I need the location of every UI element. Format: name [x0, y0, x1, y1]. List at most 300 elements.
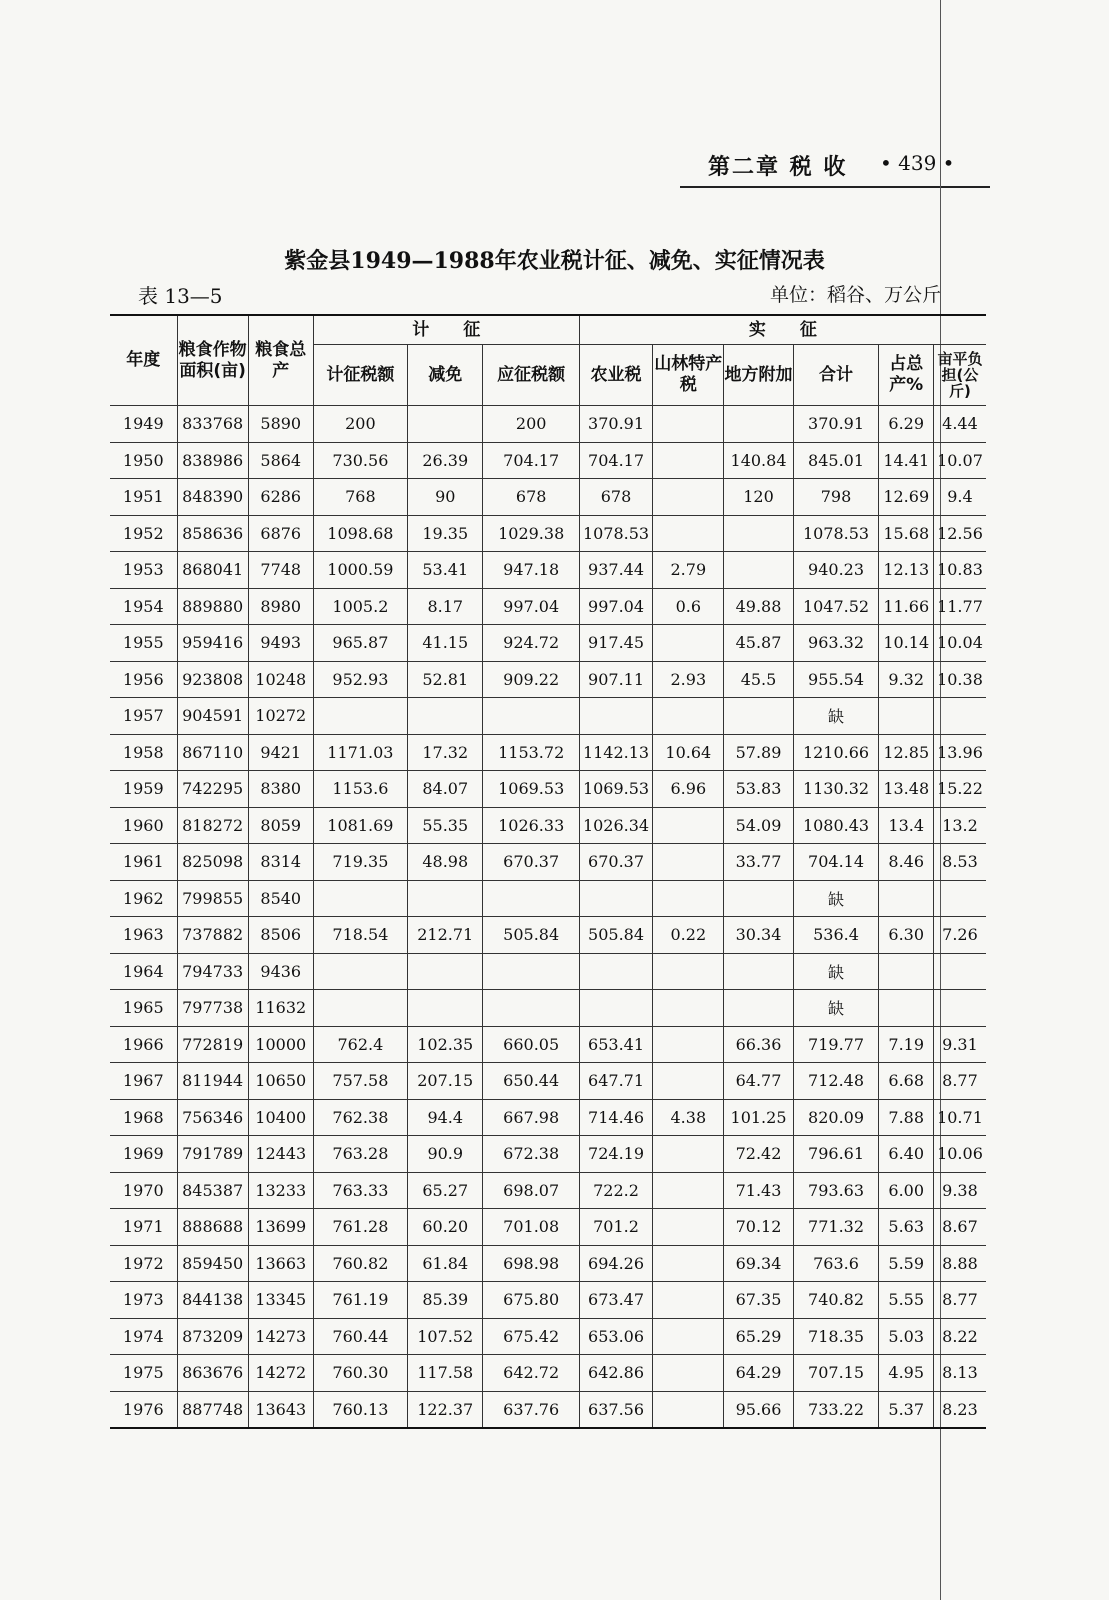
cell-forest [653, 515, 724, 552]
cell-total: 798 [793, 479, 879, 516]
cell-permu: 12.56 [933, 515, 986, 552]
table-row [110, 990, 986, 1027]
cell-levy: 760.13 [313, 1391, 407, 1428]
cell-due [483, 990, 579, 1027]
cell-pct: 11.66 [879, 588, 933, 625]
cell-local: 54.09 [724, 807, 793, 844]
cell-relief: 84.07 [408, 771, 483, 808]
table-row [110, 917, 986, 954]
cell-due: 675.42 [483, 1318, 579, 1355]
col-levy-amount: 计征税额 [313, 345, 407, 406]
cell-permu [933, 880, 986, 917]
table-row [110, 1136, 986, 1173]
cell-local [724, 698, 793, 735]
table-row [110, 588, 986, 625]
cell-forest [653, 698, 724, 735]
cell-agri: 670.37 [579, 844, 652, 881]
table-row [110, 1209, 986, 1246]
cell-area: 959416 [177, 625, 248, 662]
cell-permu: 15.22 [933, 771, 986, 808]
cell-levy: 763.33 [313, 1172, 407, 1209]
cell-forest [653, 1209, 724, 1246]
cell-total: 712.48 [793, 1063, 879, 1100]
cell-due: 678 [483, 479, 579, 516]
cell-levy: 760.82 [313, 1245, 407, 1282]
table-row [110, 625, 986, 662]
cell-total: 1047.52 [793, 588, 879, 625]
cell-permu: 8.22 [933, 1318, 986, 1355]
cell-permu: 13.96 [933, 734, 986, 771]
cell-pct: 12.13 [879, 552, 933, 589]
cell-year: 1951 [110, 479, 177, 516]
cell-due: 698.07 [483, 1172, 579, 1209]
cell-area: 845387 [177, 1172, 248, 1209]
cell-area: 799855 [177, 880, 248, 917]
cell-local: 45.5 [724, 661, 793, 698]
cell-year: 1952 [110, 515, 177, 552]
cell-area: 838986 [177, 442, 248, 479]
cell-agri: 642.86 [579, 1355, 652, 1392]
table-row [110, 1026, 986, 1063]
cell-total: 707.15 [793, 1355, 879, 1392]
cell-agri: 722.2 [579, 1172, 652, 1209]
cell-levy [313, 698, 407, 735]
cell-year: 1968 [110, 1099, 177, 1136]
table-row [110, 1355, 986, 1392]
cell-due: 660.05 [483, 1026, 579, 1063]
cell-relief: 41.15 [408, 625, 483, 662]
cell-pct: 6.68 [879, 1063, 933, 1100]
cell-local: 140.84 [724, 442, 793, 479]
cell-output: 8980 [248, 588, 313, 625]
table-row [110, 552, 986, 589]
cell-forest [653, 406, 724, 443]
cell-agri [579, 990, 652, 1027]
cell-due: 1029.38 [483, 515, 579, 552]
cell-output: 10000 [248, 1026, 313, 1063]
cell-forest: 6.96 [653, 771, 724, 808]
cell-area: 844138 [177, 1282, 248, 1319]
cell-relief: 26.39 [408, 442, 483, 479]
cell-permu: 10.06 [933, 1136, 986, 1173]
cell-levy: 760.30 [313, 1355, 407, 1392]
cell-relief: 107.52 [408, 1318, 483, 1355]
cell-pct: 14.41 [879, 442, 933, 479]
cell-pct: 13.4 [879, 807, 933, 844]
cell-output: 10248 [248, 661, 313, 698]
cell-relief [408, 406, 483, 443]
cell-output: 13699 [248, 1209, 313, 1246]
cell-levy: 719.35 [313, 844, 407, 881]
cell-area: 797738 [177, 990, 248, 1027]
cell-forest [653, 1318, 724, 1355]
cell-relief: 90 [408, 479, 483, 516]
cell-area: 888688 [177, 1209, 248, 1246]
cell-due: 1153.72 [483, 734, 579, 771]
cell-year: 1964 [110, 953, 177, 990]
cell-total: 缺 [793, 990, 879, 1027]
cell-levy: 952.93 [313, 661, 407, 698]
cell-pct: 7.19 [879, 1026, 933, 1063]
cell-pct: 5.03 [879, 1318, 933, 1355]
cell-due: 997.04 [483, 588, 579, 625]
cell-area: 772819 [177, 1026, 248, 1063]
cell-due: 200 [483, 406, 579, 443]
group-actual: 实 征 [579, 315, 986, 345]
cell-local [724, 880, 793, 917]
cell-output: 8540 [248, 880, 313, 917]
cell-relief: 61.84 [408, 1245, 483, 1282]
cell-area: 848390 [177, 479, 248, 516]
cell-pct: 13.48 [879, 771, 933, 808]
cell-due: 1069.53 [483, 771, 579, 808]
table-row [110, 515, 986, 552]
header-rule [680, 186, 990, 188]
cell-year: 1976 [110, 1391, 177, 1428]
cell-area: 859450 [177, 1245, 248, 1282]
cell-relief: 55.35 [408, 807, 483, 844]
cell-area: 863676 [177, 1355, 248, 1392]
cell-forest [653, 1282, 724, 1319]
cell-pct: 5.37 [879, 1391, 933, 1428]
cell-area: 791789 [177, 1136, 248, 1173]
cell-relief: 102.35 [408, 1026, 483, 1063]
cell-due: 650.44 [483, 1063, 579, 1100]
cell-levy: 1153.6 [313, 771, 407, 808]
cell-area: 868041 [177, 552, 248, 589]
cell-local: 57.89 [724, 734, 793, 771]
cell-output: 8059 [248, 807, 313, 844]
cell-year: 1957 [110, 698, 177, 735]
cell-relief: 53.41 [408, 552, 483, 589]
cell-output: 14272 [248, 1355, 313, 1392]
cell-year: 1974 [110, 1318, 177, 1355]
cell-area: 833768 [177, 406, 248, 443]
cell-total: 缺 [793, 953, 879, 990]
cell-local: 49.88 [724, 588, 793, 625]
cell-output: 5864 [248, 442, 313, 479]
cell-total: 796.61 [793, 1136, 879, 1173]
cell-area: 825098 [177, 844, 248, 881]
cell-permu: 9.4 [933, 479, 986, 516]
cell-total: 719.77 [793, 1026, 879, 1063]
cell-local [724, 406, 793, 443]
cell-levy: 761.19 [313, 1282, 407, 1319]
cell-output: 14273 [248, 1318, 313, 1355]
cell-levy: 760.44 [313, 1318, 407, 1355]
cell-local: 120 [724, 479, 793, 516]
cell-due [483, 953, 579, 990]
cell-local: 53.83 [724, 771, 793, 808]
cell-permu: 9.38 [933, 1172, 986, 1209]
cell-levy: 1081.69 [313, 807, 407, 844]
table-row [110, 953, 986, 990]
cell-relief [408, 698, 483, 735]
cell-local: 66.36 [724, 1026, 793, 1063]
cell-area: 858636 [177, 515, 248, 552]
cell-year: 1961 [110, 844, 177, 881]
cell-year: 1971 [110, 1209, 177, 1246]
cell-year: 1963 [110, 917, 177, 954]
cell-forest [653, 1136, 724, 1173]
table-row [110, 1063, 986, 1100]
cell-year: 1950 [110, 442, 177, 479]
table-row [110, 479, 986, 516]
chapter-title: 第二章 税 收 [708, 154, 848, 180]
cell-year: 1965 [110, 990, 177, 1027]
cell-output: 10650 [248, 1063, 313, 1100]
cell-permu: 8.88 [933, 1245, 986, 1282]
cell-local: 33.77 [724, 844, 793, 881]
cell-due [483, 698, 579, 735]
cell-total: 缺 [793, 880, 879, 917]
cell-permu: 10.04 [933, 625, 986, 662]
cell-levy: 761.28 [313, 1209, 407, 1246]
cell-permu [933, 990, 986, 1027]
cell-due: 675.80 [483, 1282, 579, 1319]
cell-due: 637.76 [483, 1391, 579, 1428]
cell-relief [408, 880, 483, 917]
cell-permu: 8.53 [933, 844, 986, 881]
cell-forest: 10.64 [653, 734, 724, 771]
cell-year: 1975 [110, 1355, 177, 1392]
cell-pct: 8.46 [879, 844, 933, 881]
cell-area: 887748 [177, 1391, 248, 1428]
cell-agri: 637.56 [579, 1391, 652, 1428]
cell-permu: 11.77 [933, 588, 986, 625]
cell-levy [313, 990, 407, 1027]
cell-relief [408, 953, 483, 990]
cell-permu: 8.13 [933, 1355, 986, 1392]
cell-local [724, 990, 793, 1027]
cell-pct: 4.95 [879, 1355, 933, 1392]
table-row [110, 734, 986, 771]
table-row [110, 406, 986, 443]
cell-local: 64.29 [724, 1355, 793, 1392]
cell-agri: 917.45 [579, 625, 652, 662]
cell-total: 1210.66 [793, 734, 879, 771]
table-row [110, 661, 986, 698]
cell-due [483, 880, 579, 917]
cell-area: 756346 [177, 1099, 248, 1136]
cell-local: 65.29 [724, 1318, 793, 1355]
col-per-mu: 亩平负担(公斤) [933, 345, 986, 406]
cell-local [724, 953, 793, 990]
cell-agri: 673.47 [579, 1282, 652, 1319]
cell-levy: 718.54 [313, 917, 407, 954]
group-levy: 计 征 [313, 315, 579, 345]
cell-total: 820.09 [793, 1099, 879, 1136]
table-row [110, 1318, 986, 1355]
cell-total: 955.54 [793, 661, 879, 698]
cell-relief: 52.81 [408, 661, 483, 698]
cell-relief: 8.17 [408, 588, 483, 625]
cell-permu: 8.23 [933, 1391, 986, 1428]
cell-forest: 2.79 [653, 552, 724, 589]
cell-forest [653, 479, 724, 516]
cell-total: 963.32 [793, 625, 879, 662]
cell-levy: 1000.59 [313, 552, 407, 589]
cell-local: 71.43 [724, 1172, 793, 1209]
cell-output: 13345 [248, 1282, 313, 1319]
cell-total: 1080.43 [793, 807, 879, 844]
cell-pct [879, 990, 933, 1027]
cell-output: 9436 [248, 953, 313, 990]
cell-area: 889880 [177, 588, 248, 625]
cell-permu: 8.77 [933, 1063, 986, 1100]
cell-pct: 5.55 [879, 1282, 933, 1319]
cell-area: 742295 [177, 771, 248, 808]
cell-forest [653, 1245, 724, 1282]
cell-levy: 200 [313, 406, 407, 443]
cell-local [724, 552, 793, 589]
cell-forest [653, 625, 724, 662]
cell-total: 1078.53 [793, 515, 879, 552]
col-agri-tax: 农业税 [579, 345, 652, 406]
cell-pct: 10.14 [879, 625, 933, 662]
table-number: 表 13—5 [138, 284, 223, 308]
col-total: 合计 [793, 345, 879, 406]
cell-agri [579, 880, 652, 917]
cell-relief: 60.20 [408, 1209, 483, 1246]
cell-permu: 8.77 [933, 1282, 986, 1319]
cell-total: 793.63 [793, 1172, 879, 1209]
cell-year: 1960 [110, 807, 177, 844]
tax-table [110, 314, 986, 1429]
cell-local: 69.34 [724, 1245, 793, 1282]
cell-agri [579, 953, 652, 990]
cell-pct: 12.85 [879, 734, 933, 771]
cell-forest [653, 1063, 724, 1100]
cell-year: 1962 [110, 880, 177, 917]
col-pct: 占总产% [879, 345, 933, 406]
cell-total: 缺 [793, 698, 879, 735]
cell-year: 1970 [110, 1172, 177, 1209]
col-relief: 减免 [408, 345, 483, 406]
cell-area: 818272 [177, 807, 248, 844]
cell-agri: 1069.53 [579, 771, 652, 808]
cell-agri: 714.46 [579, 1099, 652, 1136]
cell-permu: 7.26 [933, 917, 986, 954]
cell-output: 11632 [248, 990, 313, 1027]
cell-year: 1949 [110, 406, 177, 443]
cell-output: 8314 [248, 844, 313, 881]
cell-forest [653, 990, 724, 1027]
cell-area: 873209 [177, 1318, 248, 1355]
col-forest-tax: 山林特产税 [653, 345, 724, 406]
cell-year: 1958 [110, 734, 177, 771]
cell-total: 740.82 [793, 1282, 879, 1319]
cell-relief [408, 990, 483, 1027]
cell-year: 1967 [110, 1063, 177, 1100]
cell-agri: 653.06 [579, 1318, 652, 1355]
table-row [110, 1099, 986, 1136]
cell-pct: 6.00 [879, 1172, 933, 1209]
col-output: 粮食总产 [248, 315, 313, 406]
cell-due: 505.84 [483, 917, 579, 954]
cell-pct: 12.69 [879, 479, 933, 516]
cell-local: 67.35 [724, 1282, 793, 1319]
cell-agri: 647.71 [579, 1063, 652, 1100]
cell-levy: 757.58 [313, 1063, 407, 1100]
cell-total: 1130.32 [793, 771, 879, 808]
cell-forest [653, 1355, 724, 1392]
cell-permu: 10.38 [933, 661, 986, 698]
table-row [110, 1245, 986, 1282]
cell-permu: 4.44 [933, 406, 986, 443]
cell-agri: 907.11 [579, 661, 652, 698]
cell-pct: 6.40 [879, 1136, 933, 1173]
cell-forest [653, 953, 724, 990]
cell-agri: 724.19 [579, 1136, 652, 1173]
cell-relief: 85.39 [408, 1282, 483, 1319]
cell-due: 698.98 [483, 1245, 579, 1282]
cell-area: 811944 [177, 1063, 248, 1100]
cell-pct: 9.32 [879, 661, 933, 698]
cell-due: 947.18 [483, 552, 579, 589]
cell-agri: 704.17 [579, 442, 652, 479]
cell-permu [933, 953, 986, 990]
cell-due: 670.37 [483, 844, 579, 881]
cell-local: 45.87 [724, 625, 793, 662]
cell-due: 667.98 [483, 1099, 579, 1136]
cell-levy: 763.28 [313, 1136, 407, 1173]
cell-permu: 10.71 [933, 1099, 986, 1136]
cell-forest [653, 1172, 724, 1209]
col-local-surcharge: 地方附加 [724, 345, 793, 406]
cell-total: 763.6 [793, 1245, 879, 1282]
cell-relief: 117.58 [408, 1355, 483, 1392]
cell-total: 704.14 [793, 844, 879, 881]
cell-output: 13233 [248, 1172, 313, 1209]
cell-levy: 768 [313, 479, 407, 516]
cell-forest [653, 1391, 724, 1428]
cell-relief: 207.15 [408, 1063, 483, 1100]
cell-due: 672.38 [483, 1136, 579, 1173]
cell-relief: 19.35 [408, 515, 483, 552]
cell-output: 9421 [248, 734, 313, 771]
cell-local [724, 515, 793, 552]
cell-agri: 370.91 [579, 406, 652, 443]
cell-due: 704.17 [483, 442, 579, 479]
cell-year: 1972 [110, 1245, 177, 1282]
cell-forest: 2.93 [653, 661, 724, 698]
cell-year: 1956 [110, 661, 177, 698]
cell-year: 1954 [110, 588, 177, 625]
cell-year: 1973 [110, 1282, 177, 1319]
cell-agri: 997.04 [579, 588, 652, 625]
cell-relief: 65.27 [408, 1172, 483, 1209]
cell-agri: 653.41 [579, 1026, 652, 1063]
table-row [110, 698, 986, 735]
cell-pct [879, 698, 933, 735]
cell-permu: 10.83 [933, 552, 986, 589]
cell-output: 5890 [248, 406, 313, 443]
cell-permu: 10.07 [933, 442, 986, 479]
cell-total: 845.01 [793, 442, 879, 479]
cell-local: 101.25 [724, 1099, 793, 1136]
col-due: 应征税额 [483, 345, 579, 406]
cell-pct: 5.63 [879, 1209, 933, 1246]
col-year: 年度 [110, 315, 177, 406]
table-row [110, 771, 986, 808]
cell-area: 904591 [177, 698, 248, 735]
cell-local: 70.12 [724, 1209, 793, 1246]
cell-relief: 48.98 [408, 844, 483, 881]
table-title: 紫金县1949—1988年农业税计征、减免、实征情况表 [284, 248, 825, 274]
cell-levy [313, 880, 407, 917]
cell-output: 7748 [248, 552, 313, 589]
